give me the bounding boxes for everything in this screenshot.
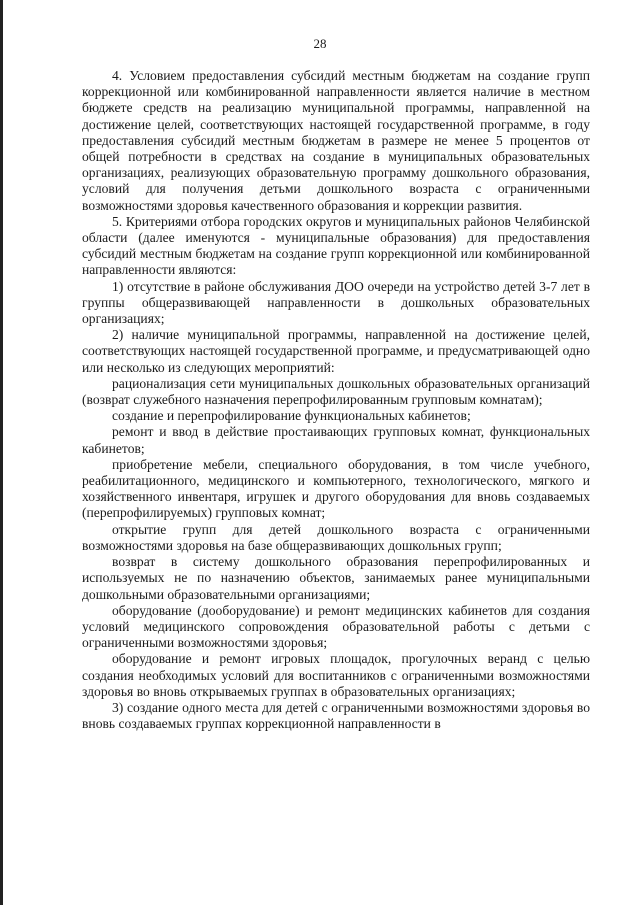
paragraph-criterion-3: 3) создание одного места для детей с ограниченными возможностями здоровья во вновь создаваемых группах коррекционной направленности в xyxy=(82,699,590,732)
paragraph-criterion-1: 1) отсутствие в районе обслуживания ДОО очереди на устройство детей 3-7 лет в группы общеразвивающей направленности в дошкольных образовательных организациях; xyxy=(82,278,590,327)
paragraph-measure-return-objects: возврат в систему дошкольного образования перепрофилированных и используемых не по назначению объектов, занимаемых ранее муниципальными дошкольными образовательными организациями; xyxy=(82,554,590,602)
paragraph-measure-medical-rooms: оборудование (дооборудование) и ремонт медицинских кабинетов для создания условий медицинского сопровождения образовательной работы с детьми с ограниченными возможностями здоровья; xyxy=(82,602,590,651)
paragraph-measure-playgrounds: оборудование и ремонт игровых площадок, прогулочных веранд с целью создания необходимых условий для воспитанников с ограниченными возможностями здоровья во вновь открываемых группах в образовательных организациях; xyxy=(82,651,590,699)
paragraph-measure-open-groups: открытие групп для детей дошкольного возраста с ограниченными возможностями здоровья на базе общеразвивающих дошкольных групп; xyxy=(82,521,590,553)
paragraph-condition-subsidies: 4. Условием предоставления субсидий местным бюджетам на создание групп коррекционной или комбинированной направленности является наличие в местном бюджете средств на реализацию муниципальной программы, направленной на достижение целей, соответствующих настоящей государственной программе, в году предоставления субсидий местным бюджетам в размере не менее 5 процентов от общей потребности в средствах на создание в муниципальных образовательных организациях, реализующих образовательную программу дошкольного образования, условий для получения детьми дошкольного возраста с ограниченными возможностями здоровья качественного образования и коррекции развития. xyxy=(82,68,590,213)
paragraph-selection-criteria: 5. Критериями отбора городских округов и муниципальных районов Челябинской области (далее именуются - муниципальные образования) для предоставления субсидий местным бюджетам на создание групп коррекционной или комбинированной направленности являются: xyxy=(82,213,590,278)
scan-edge-line xyxy=(0,0,3,905)
page-number: 28 xyxy=(313,36,327,51)
paragraph-criterion-2: 2) наличие муниципальной программы, направленной на достижение целей, соответствующих настоящей государственной программе, и предусматривающей одно или несколько из следующих мероприятий: xyxy=(82,327,590,375)
document-body xyxy=(82,68,590,732)
paragraph-measure-repair-rooms: ремонт и ввод в действие простаивающих групповых комнат, функциональных кабинетов; xyxy=(82,424,590,456)
paragraph-measure-equipment-purchase: приобретение мебели, специального оборудования, в том числе учебного, реабилитационного, медицинского и компьютерного, технологического, мягкого и хозяйственного инвентаря, игрушек и другого оборудования для вновь создаваемых (перепрофилируемых) групповых комнат; xyxy=(82,456,590,521)
paragraph-measure-network-rationalization: рационализация сети муниципальных дошкольных образовательных организаций (возврат служебного назначения перепрофилированным групповым комнатам); xyxy=(82,375,590,408)
paragraph-measure-functional-rooms: создание и перепрофилирование функциональных кабинетов; xyxy=(112,408,471,424)
